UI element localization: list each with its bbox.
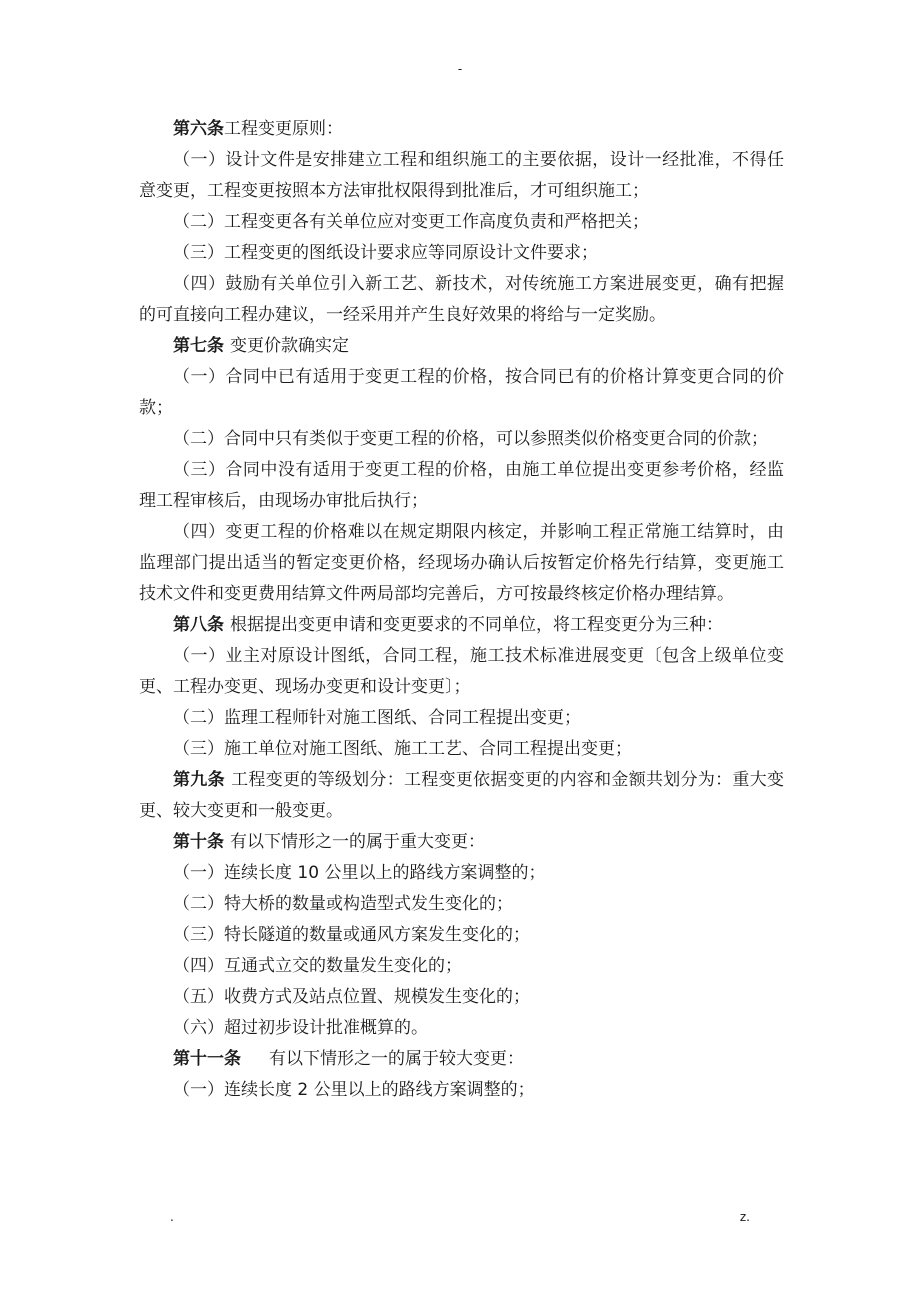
article-10-title: 第十条 xyxy=(173,832,224,852)
article-6-item-3: （三）工程变更的图纸设计要求应等同原设计文件要求； xyxy=(173,243,598,263)
article-8-title: 第八条 xyxy=(173,615,224,635)
article-7-item-2: （二）合同中只有类似于变更工程的价格，可以参照类似价格变更合同的价款； xyxy=(173,429,768,449)
article-10-item-3: （三）特长隧道的数量或通风方案发生变化的； xyxy=(173,925,530,945)
article-11-heading-text: 有以下情形之一的属于较大变更： xyxy=(269,1049,524,1069)
article-10-heading-text: 有以下情形之一的属于重大变更： xyxy=(230,832,485,852)
page-header-mark: - xyxy=(457,62,463,76)
article-9-title: 第九条 xyxy=(173,770,225,790)
article-7-heading-text: 变更价款确实定 xyxy=(230,336,349,356)
article-6-heading xyxy=(139,114,784,145)
article-8-item-3: （三）施工单位对施工图纸、施工工艺、合同工程提出变更； xyxy=(173,739,632,759)
article-9-heading xyxy=(139,765,784,827)
article-7-item-3: （三）合同中没有适用于变更工程的价格，由施工单位提出变更参考价格，经监理工程审核后，由现场办审批后执行； xyxy=(139,460,784,511)
article-6-item-4: （四）鼓励有关单位引入新工艺、新技术，对传统施工方案进展变更，确有把握的可直接向工程办建议，一经采用并产生良好效果的将给与一定奖励。 xyxy=(139,274,784,325)
article-10-item-4: （四）互通式立交的数量发生变化的； xyxy=(173,956,462,976)
page-footer-left: . xyxy=(170,1210,174,1224)
article-9-heading-text: 工程变更的等级划分：工程变更依据变更的内容和金额共划分为：重大变更、较大变更和一般变更。 xyxy=(139,770,785,821)
article-7-title: 第七条 xyxy=(173,336,224,356)
article-11-heading xyxy=(139,1044,784,1075)
article-10-item-2: （二）特大桥的数量或构造型式发生变化的； xyxy=(173,894,513,914)
article-10-item-1: （一）连续长度 10 公里以上的路线方案调整的； xyxy=(173,863,546,883)
article-11-item-1: （一）连续长度 2 公里以上的路线方案调整的； xyxy=(173,1080,535,1100)
article-7-item-1: （一）合同中已有适用于变更工程的价格，按合同已有的价格计算变更合同的价款； xyxy=(139,367,784,418)
article-6-heading-text: 工程变更原则： xyxy=(224,119,343,139)
page-footer-right: z. xyxy=(739,1210,750,1224)
article-7-item-4: （四）变更工程的价格难以在规定期限内核定，并影响工程正常施工结算时，由监理部门提出适当的暂定变更价格，经现场办确认后按暂定价格先行结算，变更施工技术文件和变更费用结算文件两局部均完善后，方可按最终核定价格办理结算。 xyxy=(139,522,784,604)
article-8-heading xyxy=(139,610,784,641)
article-8-heading-text: 根据提出变更申请和变更要求的不同单位，将工程变更分为三种： xyxy=(230,615,723,635)
article-8-item-1: （一）业主对原设计图纸，合同工程，施工技术标准进展变更〔包含上级单位变更、工程办变更、现场办变更和设计变更〕； xyxy=(139,646,784,697)
article-6-item-2: （二）工程变更各有关单位应对变更工作高度负责和严格把关； xyxy=(173,212,649,232)
article-11-title: 第十一条 xyxy=(173,1049,241,1069)
article-10-item-6: （六）超过初步设计批准概算的。 xyxy=(173,1018,428,1038)
article-6-title: 第六条 xyxy=(173,119,224,139)
document-body xyxy=(139,114,784,1106)
article-6-item-1: （一）设计文件是安排建立工程和组织施工的主要依据，设计一经批准，不得任意变更，工程变更按照本方法审批权限得到批准后，才可组织施工； xyxy=(139,150,784,201)
article-7-heading xyxy=(139,331,784,362)
article-8-item-2: （二）监理工程师针对施工图纸、合同工程提出变更； xyxy=(173,708,581,728)
article-10-heading xyxy=(139,827,784,858)
article-10-item-5: （五）收费方式及站点位置、规模发生变化的； xyxy=(173,987,530,1007)
